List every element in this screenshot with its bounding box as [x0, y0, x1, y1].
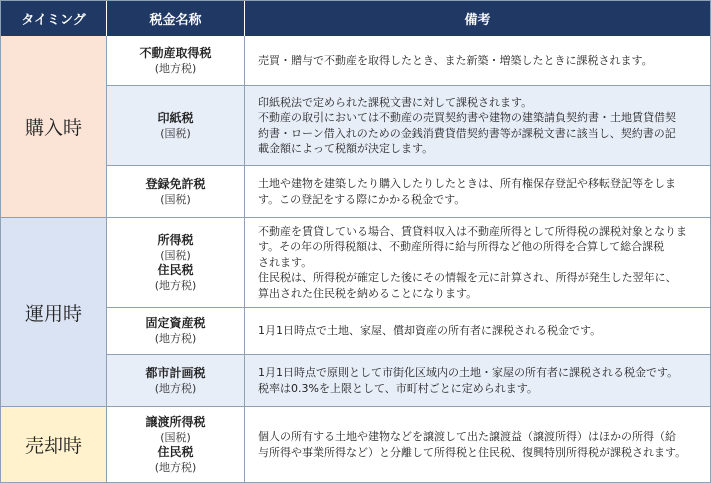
tax-type: (地方税): [154, 332, 197, 345]
tax-name-cell: [107, 218, 245, 308]
tax-name-secondary: 住民税: [157, 444, 194, 459]
timing-purchase: 購入時: [1, 36, 107, 218]
tax-name: 所得税: [157, 232, 194, 247]
tax-note-cell: [245, 355, 710, 407]
tax-note-cell: [245, 308, 710, 355]
tax-type: (地方税): [154, 61, 197, 75]
header-timing: タイミング: [1, 1, 107, 36]
tax-note-cell: [245, 218, 710, 308]
tax-name: 印紙税: [157, 110, 194, 125]
tax-note: 土地や建物を建築したり購入したりしたときは、所有権保存登記や移転登記等をしま す。この登記をする際にかかる税金です。: [258, 177, 676, 206]
tax-type: (地方税): [154, 381, 197, 395]
tax-type: (国税): [160, 126, 191, 140]
tax-name-cell: [107, 355, 245, 407]
tax-note: 印紙税法で定められた課税文書に対して課税されます。 不動産の取引においては不動産の売買契約書や建物の建築請負契約書・土地賃貸借契 約書・ローン借入れのための金銭消費貸借契約書等が課税文書に該当し、契約書の記 載金額によって税額が決定します。: [258, 95, 676, 155]
tax-name-cell: [107, 36, 245, 86]
tax-note: 不動産を賃貸している場合、賃貸料収入は不動産所得として所得税の課税対象となりま す。その年の所得税額は、不動産所得に給与所得など他の所得を合算して総合課税 されます。 住民税は、所得税が確定した後にその情報を元に計算され、所得が発生した翌年に、 算出された住民税を納めることになります。: [258, 224, 687, 300]
tax-name-secondary: 住民税: [157, 262, 194, 277]
timing-sale: 売却時: [1, 407, 107, 482]
header-notes: 備考: [245, 1, 710, 36]
tax-name: 固定資産税: [145, 316, 206, 330]
tax-name: 譲渡所得税: [145, 414, 206, 429]
tax-note: 個人の所有する土地や建物などを譲渡して出た譲渡益（譲渡所得）はほかの所得（給 与所得や事業所得など）と分離して所得税と住民税、復興特別所得税が課税されます。: [258, 430, 687, 459]
tax-name: 登録免許税: [145, 176, 206, 191]
tax-type: (国税): [160, 192, 191, 206]
tax-note: 1月1日時点で原則として市街化区域内の土地・家屋の所有者に課税される税金です。 税率は0.3%を上限として、市町村ごとに定められます。: [258, 366, 679, 395]
tax-note-cell: [245, 36, 710, 86]
tax-note: 売買・贈与で不動産を取得したとき、また新築・増築したときに課税されます。: [258, 53, 653, 67]
tax-name-cell: [107, 308, 245, 355]
tax-type: (国税): [160, 248, 191, 262]
header-tax-name: 税金名称: [107, 1, 245, 36]
tax-name: 都市計画税: [145, 365, 206, 380]
tax-name-cell: [107, 407, 245, 482]
tax-type: (国税): [160, 430, 191, 444]
tax-note: 1月1日時点で土地、家屋、償却資産の所有者に課税される税金です。: [258, 324, 602, 338]
tax-name: 不動産取得税: [139, 45, 212, 60]
tax-note-cell: [245, 86, 710, 166]
timing-operation: 運用時: [1, 218, 107, 407]
tax-note-cell: [245, 407, 710, 482]
tax-type-secondary: (地方税): [154, 460, 197, 474]
tax-note-cell: [245, 166, 710, 218]
tax-type-secondary: (地方税): [154, 278, 197, 292]
tax-name-cell: [107, 166, 245, 218]
tax-name-cell: [107, 86, 245, 166]
